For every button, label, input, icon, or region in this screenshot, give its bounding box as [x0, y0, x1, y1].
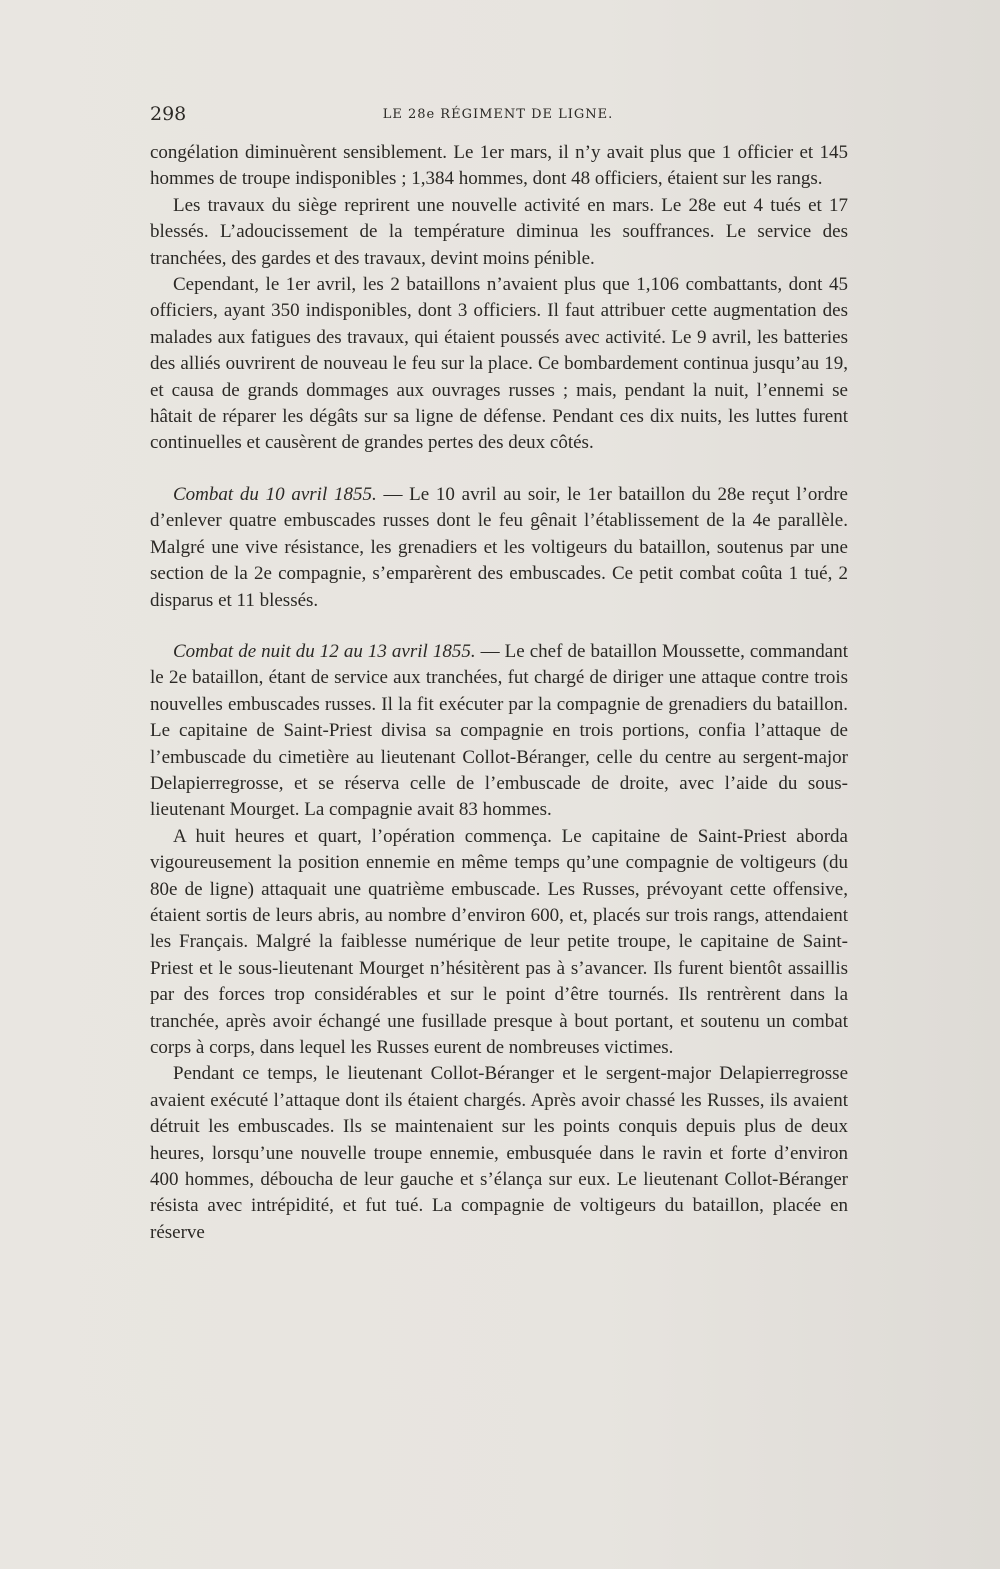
running-head [150, 103, 846, 129]
section-heading: Combat du 10 avril 1855. [173, 483, 377, 505]
paragraph: Les travaux du siège reprirent une nouvelle activité en mars. Le 28e eut 4 tués et 17 blessés. L’adoucissement de la température diminua les souffrances. Le service des tranchées, des gardes et des travaux, devint moins pénible. [150, 194, 848, 269]
section-text: — Le 10 avril au soir, le 1er bataillon du 28e reçut l’ordre d’enlever quatre embuscades russes dont le feu gênait l’établissement de la 4e parallèle. Malgré une vive résistance, les grenadiers et les voltigeurs du bataillon, soutenus par une section de la 2e compagnie, s’emparèrent des embuscades. Ce petit combat coûta 1 tué, 2 disparus et 11 blessés. [150, 483, 848, 611]
page-number: 298 [150, 103, 187, 125]
paragraph: Pendant ce temps, le lieutenant Collot-Béranger et le sergent-major Delapierregrosse avaient exécuté l’attaque dont ils étaient chargés. Après avoir chassé les Russes, ils avaient détruit les embuscades. Ils se maintenaient sur les points conquis depuis plus de deux heures, lorsqu’une nouvelle troupe ennemie, embusquée dans le ravin et forte d’environ 400 hommes, déboucha de leur gauche et s’élança sur eux. Le lieutenant Collot-Béranger résista avec intrépidité, et fut tué. La compagnie de voltigeurs du bataillon, placée en réserve [150, 1063, 848, 1243]
section-combat-10-avril [150, 482, 848, 614]
section-combat-12-13-avril [150, 639, 848, 824]
section-text: — Le chef de bataillon Moussette, commandant le 2e bataillon, étant de service aux tranchées, fut chargé de diriger une attaque contre trois nouvelles embuscades russes. Il la fit exécuter par la compagnie de grenadiers du bataillon. Le capitaine de Saint-Priest divisa sa compagnie en trois portions, confia l’attaque de l’embuscade du cimetière au lieutenant Collot-Béranger, celle du centre au sergent-major Delapierregrosse, et se réserva celle de l’embuscade de droite, avec l’aide du sous-lieutenant Mourget. La compagnie avait 83 hommes. [150, 640, 848, 821]
body-text [150, 140, 848, 1246]
running-title: LE 28e RÉGIMENT DE LIGNE. [382, 107, 614, 122]
paragraph: A huit heures et quart, l’opération commença. Le capitaine de Saint-Priest aborda vigoureusement la position ennemie en même temps qu’une compagnie de voltigeurs (du 80e de ligne) attaquait une quatrième embuscade. Les Russes, prévoyant cette offensive, étaient sortis de leurs abris, au nombre d’environ 600, et, placés sur trois rangs, attendaient les Français. Malgré la faiblesse numérique de leur petite troupe, le capitaine de Saint-Priest et le sous-lieutenant Mourget n’hésitèrent pas à s’avancer. Ils furent bientôt assaillis par des forces trop considérables et sur le point d’être tournés. Ils rentrèrent dans la tranchée, après avoir échangé une fusillade presque à bout portant, et soutenu un combat corps à corps, dans lequel les Russes eurent de nombreuses victimes. [150, 825, 848, 1058]
section-heading: Combat de nuit du 12 au 13 avril 1855. [173, 640, 476, 662]
paragraph: congélation diminuèrent sensiblement. Le 1er mars, il n’y avait plus que 1 officier et 145 hommes de troupe indisponibles ; 1,384 hommes, dont 48 officiers, étaient sur les rangs. [150, 142, 848, 190]
paragraph: Cependant, le 1er avril, les 2 bataillons n’avaient plus que 1,106 combattants, dont 45 officiers, ayant 350 indisponibles, dont 3 officiers. Il faut attribuer cette augmentation des malades aux fatigues des travaux, qui étaient poussés avec activité. Le 9 avril, les batteries des alliés ouvrirent de nouveau le feu sur la place. Ce bombardement continua jusqu’au 19, et causa de grands dommages aux ouvrages russes ; mais, pendant la nuit, l’ennemi se hâtait de réparer les dégâts sur sa ligne de défense. Pendant ces dix nuits, les luttes furent continuelles et causèrent de grandes pertes des deux côtés. [150, 274, 848, 454]
